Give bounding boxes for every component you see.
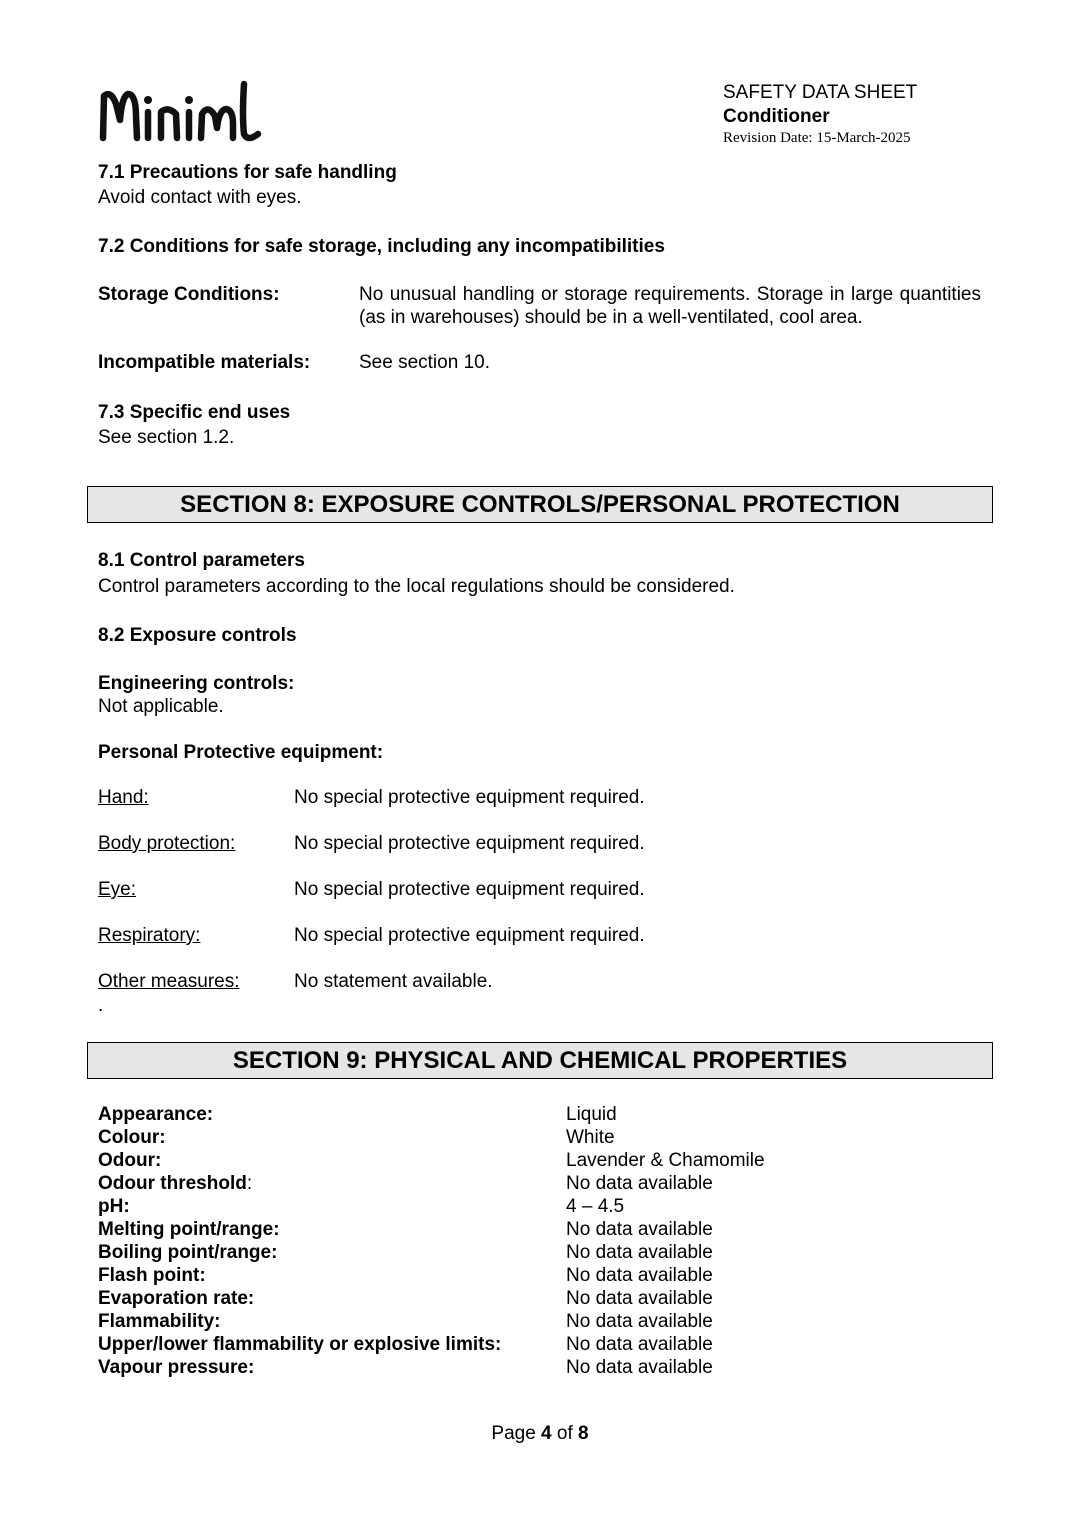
s8-2-heading: 8.2 Exposure controls — [98, 625, 297, 646]
ppe-heading: Personal Protective equipment: — [98, 742, 384, 763]
property-row — [98, 1264, 858, 1287]
property-row — [98, 1149, 858, 1172]
property-label: Flammability: — [98, 1311, 221, 1332]
ppe-hand-value: No special protective equipment required. — [294, 787, 645, 808]
property-label: Vapour pressure: — [98, 1357, 255, 1378]
ppe-respiratory-value: No special protective equipment required. — [294, 925, 645, 946]
property-value: No data available — [566, 1173, 713, 1194]
ppe-eye-label: Eye: — [98, 879, 137, 900]
property-label: Melting point/range: — [98, 1219, 280, 1240]
ppe-other-label: Other measures: — [98, 971, 240, 992]
property-row — [98, 1195, 858, 1218]
property-label: pH: — [98, 1196, 130, 1217]
property-value: No data available — [566, 1219, 713, 1240]
property-row — [98, 1218, 858, 1241]
incompatible-value: See section 10. — [359, 352, 490, 373]
property-row — [98, 1103, 858, 1126]
property-label: Odour: — [98, 1150, 162, 1171]
incompatible-label: Incompatible materials: — [98, 352, 311, 373]
s7-2-heading: 7.2 Conditions for safe storage, including any incompatibilities — [98, 236, 665, 257]
doc-type: SAFETY DATA SHEET — [723, 82, 918, 103]
property-label: Flash point: — [98, 1265, 206, 1286]
ppe-other-value: No statement available. — [294, 971, 493, 992]
storage-value: No unusual handling or storage requirements. Storage in large quantities (as in warehouses) should be in a well-ventilated, cool area. — [359, 284, 981, 328]
page-total: 8 — [578, 1423, 589, 1444]
document-header — [723, 81, 917, 147]
ppe-eye-value: No special protective equipment required. — [294, 879, 645, 900]
property-row — [98, 1333, 858, 1356]
s7-3-heading: 7.3 Specific end uses — [98, 402, 291, 423]
page-prefix: Page — [491, 1423, 542, 1444]
page-current: 4 — [541, 1423, 552, 1444]
property-label: Colour: — [98, 1127, 166, 1148]
property-value: No data available — [566, 1334, 713, 1355]
brand-logo — [98, 76, 266, 150]
property-label-suffix: : — [246, 1173, 253, 1194]
ppe-body-label: Body protection: — [98, 833, 236, 854]
s7-3-text: See section 1.2. — [98, 427, 235, 448]
property-row — [98, 1241, 858, 1264]
engineering-controls-label: Engineering controls: — [98, 673, 295, 694]
property-label: Evaporation rate: — [98, 1288, 255, 1309]
property-row — [98, 1356, 858, 1379]
property-row — [98, 1172, 858, 1195]
property-label: Appearance: — [98, 1104, 214, 1125]
revision-date: Revision Date: 15-March-2025 — [723, 130, 911, 146]
property-row — [98, 1287, 858, 1310]
ppe-body-value: No special protective equipment required. — [294, 833, 645, 854]
property-value: No data available — [566, 1311, 713, 1332]
storage-label: Storage Conditions: — [98, 284, 280, 305]
property-row — [98, 1126, 858, 1149]
s7-1-text: Avoid contact with eyes. — [98, 187, 302, 208]
engineering-controls-value: Not applicable. — [98, 696, 224, 717]
property-label: Upper/lower flammability or explosive limits: — [98, 1334, 502, 1355]
product-name: Conditioner — [723, 106, 830, 127]
page-footer — [0, 1422, 1080, 1445]
property-value: No data available — [566, 1288, 713, 1309]
section-8-banner: SECTION 8: EXPOSURE CONTROLS/PERSONAL PROTECTION — [87, 486, 993, 523]
property-value: Liquid — [566, 1104, 617, 1125]
trailing-dot: . — [98, 995, 104, 1016]
s7-1-heading: 7.1 Precautions for safe handling — [98, 162, 397, 183]
property-label: Boiling point/range: — [98, 1242, 278, 1263]
property-value: No data available — [566, 1242, 713, 1263]
property-label-wrap — [98, 1172, 252, 1195]
property-value: Lavender & Chamomile — [566, 1150, 765, 1171]
page-mid: of — [551, 1423, 579, 1444]
properties-table — [98, 1103, 858, 1379]
property-label: Odour threshold — [98, 1173, 247, 1194]
property-value: White — [566, 1127, 615, 1148]
ppe-hand-label: Hand: — [98, 787, 149, 808]
section-9-banner: SECTION 9: PHYSICAL AND CHEMICAL PROPERTIES — [87, 1042, 993, 1079]
property-value: 4 – 4.5 — [566, 1196, 625, 1217]
ppe-respiratory-label: Respiratory: — [98, 925, 201, 946]
property-value: No data available — [566, 1265, 713, 1286]
s8-1-text: Control parameters according to the local regulations should be considered. — [98, 576, 735, 597]
property-value: No data available — [566, 1357, 713, 1378]
s8-1-heading: 8.1 Control parameters — [98, 550, 305, 571]
property-row — [98, 1310, 858, 1333]
